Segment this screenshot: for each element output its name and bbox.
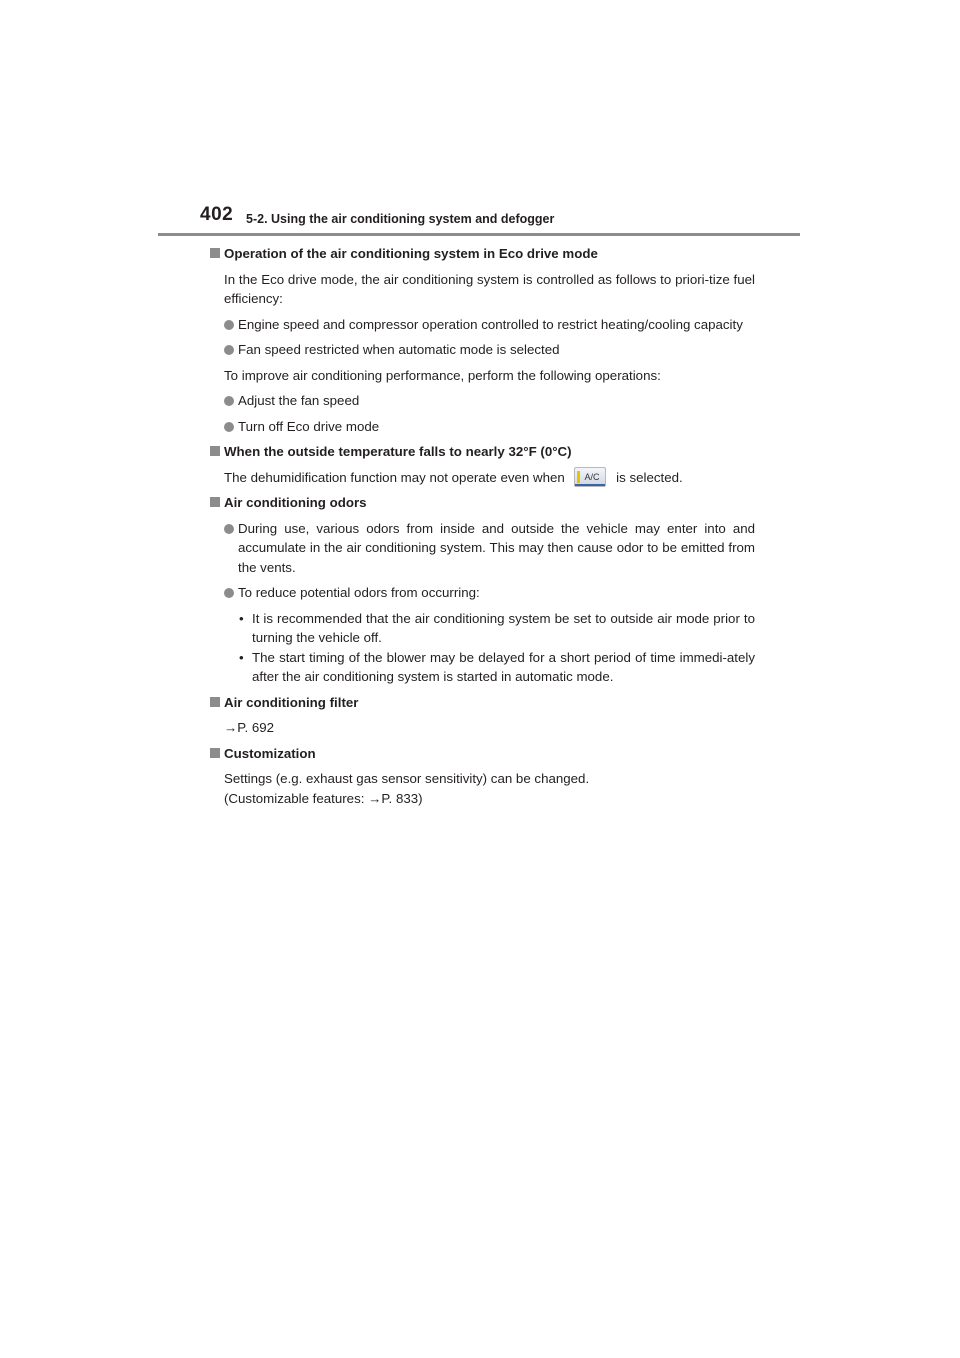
square-bullet-icon bbox=[210, 446, 220, 456]
list-item: During use, various odors from inside and outside the vehicle may enter into and accumulate in the air conditioning system. This may then cause odor to be emitted from the vents. bbox=[238, 519, 755, 578]
square-bullet-icon bbox=[210, 697, 220, 707]
list-item: Engine speed and compressor operation controlled to restrict heating/cooling capacity bbox=[238, 315, 755, 335]
ac-indicator-icon bbox=[577, 471, 580, 483]
circle-bullet-icon bbox=[224, 524, 234, 534]
page-content bbox=[210, 244, 755, 808]
section-title: 5-2. Using the air conditioning system and defogger bbox=[246, 212, 555, 226]
customization-ref[interactable]: (Customizable features: →P. 833) bbox=[224, 790, 423, 806]
circle-bullet-icon bbox=[224, 396, 234, 406]
filter-page-ref[interactable]: →P. 692 bbox=[224, 720, 275, 735]
small-bullet-icon: • bbox=[239, 610, 244, 626]
list-item: Fan speed restricted when automatic mode is selected bbox=[238, 340, 755, 360]
page-number: 402 bbox=[200, 204, 234, 225]
heading-outside-temp: When the outside temperature falls to nearly 32°F (0°C) bbox=[210, 442, 755, 462]
small-bullet-icon: • bbox=[239, 649, 244, 665]
customization-text: Settings (e.g. exhaust gas sensor sensitivity) can be changed. bbox=[224, 771, 590, 786]
list-item: Adjust the fan speed bbox=[238, 391, 755, 411]
list-item: Turn off Eco drive mode bbox=[238, 417, 755, 437]
page-header bbox=[200, 204, 800, 236]
circle-bullet-icon bbox=[224, 588, 234, 598]
heading-filter: Air conditioning filter bbox=[210, 693, 755, 713]
heading-eco-drive: Operation of the air conditioning system in Eco drive mode bbox=[210, 244, 755, 264]
square-bullet-icon bbox=[210, 748, 220, 758]
circle-bullet-icon bbox=[224, 422, 234, 432]
outside-temp-text: The dehumidification function may not operate even when A/C is selected. bbox=[224, 468, 755, 488]
heading-odors: Air conditioning odors bbox=[210, 493, 755, 513]
header-rule bbox=[158, 233, 800, 236]
square-bullet-icon bbox=[210, 248, 220, 258]
sub-list-item: • The start timing of the blower may be delayed for a short period of time immedi-ately after the air conditioning system is started in automatic mode. bbox=[239, 649, 755, 684]
list-item: To reduce potential odors from occurring: bbox=[238, 583, 755, 603]
circle-bullet-icon bbox=[224, 345, 234, 355]
eco-followup: To improve air conditioning performance, perform the following operations: bbox=[224, 367, 661, 383]
ac-button-label: A/C bbox=[584, 471, 600, 482]
heading-customization: Customization bbox=[210, 744, 755, 764]
sub-list-item: • It is recommended that the air conditioning system be set to outside air mode prior to turning the vehicle off. bbox=[239, 610, 755, 645]
ac-button[interactable] bbox=[574, 467, 606, 487]
eco-intro: In the Eco drive mode, the air conditioning system is controlled as follows to priori-tize fuel efficiency: bbox=[224, 271, 755, 306]
circle-bullet-icon bbox=[224, 320, 234, 330]
square-bullet-icon bbox=[210, 497, 220, 507]
